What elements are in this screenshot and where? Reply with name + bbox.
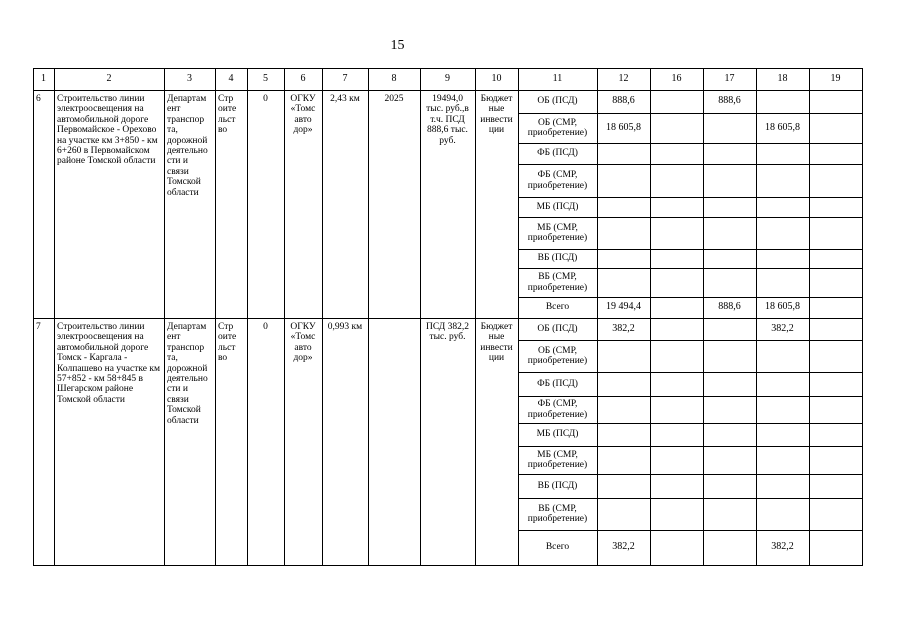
amount-c17 <box>706 197 753 217</box>
header-cell: 16 <box>671 73 682 84</box>
amount-c18 <box>759 474 806 498</box>
amount-c12 <box>600 396 647 423</box>
object-name: Строительство линии электроосвещения на автомобильной дороге Первомайское - Орехово на участке км 3+850 - км 6+260 в Первомайском районе Томской области <box>57 94 158 167</box>
column-divider <box>756 68 757 566</box>
table-border-side <box>33 68 34 566</box>
column-divider <box>809 68 810 566</box>
amount-c16 <box>653 396 700 423</box>
amount-c16 <box>653 249 700 268</box>
amount-c19 <box>812 268 859 297</box>
amount-c12 <box>600 446 647 474</box>
amount-c17 <box>706 530 753 565</box>
header-cell: 8 <box>391 73 397 84</box>
column-divider <box>164 68 165 566</box>
amount-c18 <box>759 164 806 197</box>
header-cell: 7 <box>342 73 348 84</box>
amount-c17: 888,6 <box>718 95 741 107</box>
funding-source-label: ФБ (ПСД) <box>537 148 578 159</box>
amount-c12: 382,2 <box>612 541 635 553</box>
customer: Департам ент транспор та, дорожной деятельно сти и связи Томской области <box>167 322 208 426</box>
column-divider <box>54 68 55 566</box>
funding-source-label: ВБ (ПСД) <box>537 253 578 264</box>
amount-c19 <box>812 113 859 143</box>
column-divider <box>284 68 285 566</box>
amount-c17 <box>706 249 753 268</box>
amount-c12: 888,6 <box>612 95 635 107</box>
funding-form: Бюджет ные инвести ции <box>480 94 513 136</box>
amount-c12 <box>600 217 647 249</box>
header-cell: 1 <box>41 73 46 84</box>
column-divider <box>475 68 476 566</box>
amount-c17 <box>706 474 753 498</box>
funding-source-label: ВБ (СМР, приобретение) <box>527 503 588 524</box>
amount-c18 <box>759 268 806 297</box>
amount-c18: 382,2 <box>771 541 794 553</box>
amount-c12 <box>600 423 647 446</box>
funding-source-label: ОБ (ПСД) <box>537 96 578 107</box>
amount-c16 <box>653 530 700 565</box>
column-divider <box>420 68 421 566</box>
amount-c19 <box>812 197 859 217</box>
table-border-side <box>862 68 863 566</box>
amount-c16 <box>653 164 700 197</box>
header-cell: 17 <box>724 73 735 84</box>
funding-source-label: ВБ (ПСД) <box>537 480 578 491</box>
amount-c18 <box>759 197 806 217</box>
amount-c19 <box>812 143 859 164</box>
header-cell: 5 <box>263 73 268 84</box>
amount-c12: 19 494,4 <box>606 301 641 313</box>
column-divider <box>703 68 704 566</box>
column-divider <box>518 68 519 566</box>
amount-c12 <box>600 474 647 498</box>
header-cell: 12 <box>618 73 629 84</box>
object-name: Строительство линии электроосвещения на автомобильной дороге Томск - Каргала - Колпашево на участке км 57+852 - км 58+845 в Шегарском районе Томской области <box>57 322 160 405</box>
customer: Департам ент транспор та, дорожной деятельно сти и связи Томской области <box>167 94 208 198</box>
amount-c18 <box>759 90 806 113</box>
amount-c17 <box>706 498 753 530</box>
amount-c19 <box>812 423 859 446</box>
funding-source-label: ФБ (СМР, приобретение) <box>527 170 588 191</box>
amount-c18: 18 605,8 <box>765 121 800 133</box>
amount-c17 <box>706 113 753 143</box>
amount-c17 <box>706 423 753 446</box>
cost: 19494,0 тыс. руб.,в т.ч. ПСД 888,6 тыс. руб. <box>426 94 469 146</box>
amount-c19 <box>812 474 859 498</box>
amount-c16 <box>653 498 700 530</box>
column-divider <box>650 68 651 566</box>
amount-c16 <box>653 217 700 249</box>
amount-c18: 382,2 <box>771 322 794 334</box>
header-cell: 10 <box>491 73 502 84</box>
amount-c18 <box>759 423 806 446</box>
amount-c17 <box>706 372 753 396</box>
column-divider <box>215 68 216 566</box>
amount-c12 <box>600 197 647 217</box>
amount-c16 <box>653 297 700 318</box>
length: 0,993 км <box>327 322 363 332</box>
amount-c17 <box>706 340 753 372</box>
header-cell: 9 <box>445 73 450 84</box>
amount-c16 <box>653 143 700 164</box>
column-divider <box>247 68 248 566</box>
amount-c12 <box>600 498 647 530</box>
amount-c18 <box>759 446 806 474</box>
amount-c12 <box>600 164 647 197</box>
row-number: 7 <box>36 322 41 332</box>
amount-c19 <box>812 396 859 423</box>
amount-c19 <box>812 297 859 318</box>
amount-c17: 888,6 <box>718 301 741 313</box>
funding-source-label: ОБ (ПСД) <box>537 323 578 334</box>
amount-c12 <box>600 268 647 297</box>
amount-c19 <box>812 372 859 396</box>
amount-c12 <box>600 143 647 164</box>
amount-c17 <box>706 446 753 474</box>
row-number: 6 <box>36 94 41 104</box>
amount-c18 <box>759 217 806 249</box>
col5-value: 0 <box>263 94 268 104</box>
amount-c12 <box>600 249 647 268</box>
amount-c19 <box>812 217 859 249</box>
funding-form: Бюджет ные инвести ции <box>480 322 513 364</box>
amount-c16 <box>653 372 700 396</box>
organization: ОГКУ «Томс авто дор» <box>290 94 316 136</box>
amount-c18 <box>759 372 806 396</box>
amount-c16 <box>653 446 700 474</box>
amount-c19 <box>812 164 859 197</box>
column-divider <box>322 68 323 566</box>
amount-c16 <box>653 268 700 297</box>
funding-source-label: Всего <box>545 542 570 553</box>
funding-source-label: МБ (СМР, приобретение) <box>527 222 588 243</box>
page-number: 15 <box>390 38 405 53</box>
cost: ПСД 382,2 тыс. руб. <box>426 322 469 343</box>
header-cell: 11 <box>552 73 563 84</box>
funding-source-label: ФБ (ПСД) <box>537 378 578 389</box>
amount-c16 <box>653 423 700 446</box>
year: 2025 <box>384 94 404 104</box>
header-cell: 19 <box>830 73 841 84</box>
funding-source-label: МБ (ПСД) <box>536 429 579 440</box>
amount-c18 <box>759 143 806 164</box>
funding-source-label: ФБ (СМР, приобретение) <box>527 399 588 420</box>
amount-c17 <box>706 217 753 249</box>
amount-c16 <box>653 318 700 340</box>
amount-c19 <box>812 530 859 565</box>
amount-c16 <box>653 197 700 217</box>
amount-c19 <box>812 340 859 372</box>
header-cell: 2 <box>106 73 112 84</box>
amount-c18: 18 605,8 <box>765 301 800 313</box>
amount-c16 <box>653 340 700 372</box>
amount-c12 <box>600 372 647 396</box>
amount-c17 <box>706 143 753 164</box>
amount-c12: 18 605,8 <box>606 121 641 133</box>
organization: ОГКУ «Томс авто дор» <box>290 322 316 364</box>
amount-c16 <box>653 90 700 113</box>
amount-c19 <box>812 498 859 530</box>
amount-c19 <box>812 446 859 474</box>
amount-c16 <box>653 474 700 498</box>
amount-c19 <box>812 318 859 340</box>
funding-source-label: ВБ (СМР, приобретение) <box>527 272 588 293</box>
amount-c19 <box>812 249 859 268</box>
amount-c19 <box>812 90 859 113</box>
amount-c17 <box>706 164 753 197</box>
amount-c18 <box>759 396 806 423</box>
column-divider <box>368 68 369 566</box>
header-cell: 3 <box>187 73 192 84</box>
work-type: Стр оите льст во <box>218 94 237 136</box>
amount-c17 <box>706 396 753 423</box>
header-cell: 18 <box>777 73 788 84</box>
funding-source-label: МБ (СМР, приобретение) <box>527 449 588 470</box>
amount-c18 <box>759 498 806 530</box>
header-cell: 6 <box>300 73 306 84</box>
amount-c18 <box>759 249 806 268</box>
funding-source-label: МБ (ПСД) <box>536 201 579 212</box>
table-border-bottom <box>33 565 862 566</box>
funding-source-label: ОБ (СМР, приобретение) <box>527 117 588 138</box>
length: 2,43 км <box>330 94 360 104</box>
amount-c16 <box>653 113 700 143</box>
col5-value: 0 <box>263 322 268 332</box>
amount-c17 <box>706 268 753 297</box>
amount-c12 <box>600 340 647 372</box>
year <box>371 322 417 565</box>
header-cell: 4 <box>228 73 234 84</box>
column-divider <box>597 68 598 566</box>
work-type: Стр оите льст во <box>218 322 237 364</box>
amount-c18 <box>759 340 806 372</box>
funding-source-label: ОБ (СМР, приобретение) <box>527 345 588 366</box>
amount-c12: 382,2 <box>612 322 635 334</box>
amount-c17 <box>706 318 753 340</box>
funding-source-label: Всего <box>545 302 570 313</box>
